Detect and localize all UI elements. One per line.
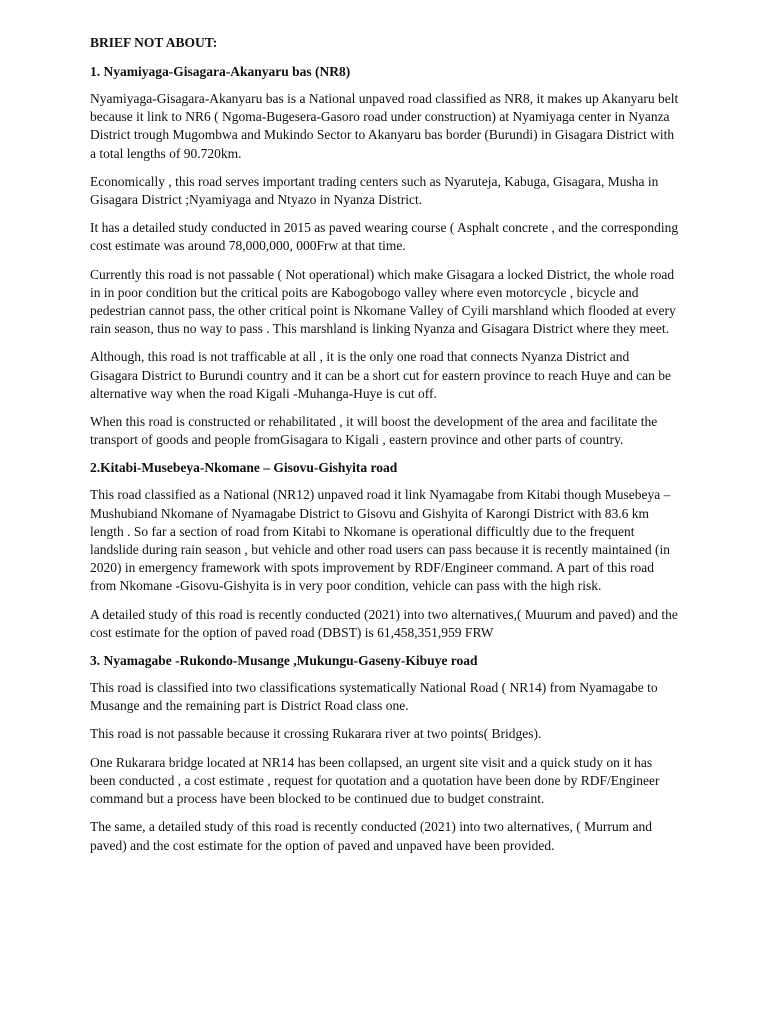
section-heading: 2.Kitabi-Musebeya-Nkomane – Gisovu-Gishyita road [90, 460, 398, 476]
paragraph: This road is not passable because it crossing Rukarara river at two points( Bridges). [90, 726, 542, 742]
paragraph: Nyamiyaga-Gisagara-Akanyaru bas is a National unpaved road classified as NR8, it makes up Akanyaru belt because it link to NR6 ( Ngoma-Bugesera-Gasoro road under construction) at Nyamiyaga center in Nyanza District trough Mugombwa and Mukindo Sector to Akanyaru bas border (Burundi) in Gisagara District with a total lengths of 90.720km. [90, 91, 679, 161]
paragraph: Currently this road is not passable ( Not operational) which make Gisagara a locked District, the whole road in in poor condition but the critical poits are Kabogobogo valley where even motorcycle , bicycle and pedestrian cannot pass, the other critical point is Nkomane Valley of Cyili marshland which flooded at every rain season, thus no way to pass . This marshland is linking Nyanza and Gisagara District where they meet. [90, 266, 676, 337]
section-nr14 [90, 652, 680, 855]
document-page [90, 34, 680, 865]
section-nr8 [90, 63, 680, 449]
section-nr12 [90, 459, 680, 642]
paragraph: This road is classified into two classifications systematically National Road ( NR14) from Nyamagabe to Musange and the remaining part is District Road class one. [90, 680, 658, 714]
section-heading: 3. Nyamagabe -Rukondo-Musange ,Mukungu-Gaseny-Kibuye road [90, 653, 478, 669]
paragraph: Although, this road is not trafficable at all , it is the only one road that connects Nyanza District and Gisagara District to Burundi country and it can be a short cut for eastern province to reach Huye and can be alternative way when the road Kigali -Muhanga-Huye is cut off. [90, 349, 672, 401]
paragraph: When this road is constructed or rehabilitated , it will boost the development of the area and facilitate the transport of goods and people fromGisagara to Kigali , eastern province and other parts of country. [90, 414, 658, 448]
paragraph: The same, a detailed study of this road is recently conducted (2021) into two alternatives, ( Murrum and paved) and the cost estimate for the option of paved and unpaved have been provided. [90, 819, 652, 853]
paragraph: It has a detailed study conducted in 2015 as paved wearing course ( Asphalt concrete , and the corresponding cost estimate was around 78,000,000, 000Frw at that time. [90, 220, 679, 254]
paragraph: This road classified as a National (NR12) unpaved road it link Nyamagabe from Kitabi though Musebeya – Mushubiand Nkomane of Nyamagabe District to Gisovu and Gishyita of Karongi District with 83.6 km length . So far a section of road from Kitabi to Nkomane is operational difficultly due to the frequent landslide during rain season , but vehicle and other road users can pass because it is recently maintained (in 2020) in emergency framework with spots improvement by RDF/Engineer command. A part of this road from Nkomane -Gisovu-Gishyita is in very poor condition, vehicle can pass with the high risk. [90, 487, 671, 594]
paragraph: Economically , this road serves important trading centers such as Nyaruteja, Kabuga, Gisagara, Musha in Gisagara District ;Nyamiyaga and Ntyazo in Nyanza District. [90, 173, 659, 208]
document-title: BRIEF NOT ABOUT: [90, 35, 218, 50]
section-heading: 1. Nyamiyaga-Gisagara-Akanyaru bas (NR8) [90, 64, 351, 79]
paragraph: One Rukarara bridge located at NR14 has been collapsed, an urgent site visit and a quick study on it has been conducted , a cost estimate , request for quotation and a quotation have been done by RDF/Engineer command but a process have been blocked to be continued due to budget constraint. [90, 754, 660, 807]
paragraph: A detailed study of this road is recently conducted (2021) into two alternatives,( Muurum and paved) and the cost estimate for the option of paved road (DBST) is 61,458,351,959 FRW [90, 606, 678, 640]
